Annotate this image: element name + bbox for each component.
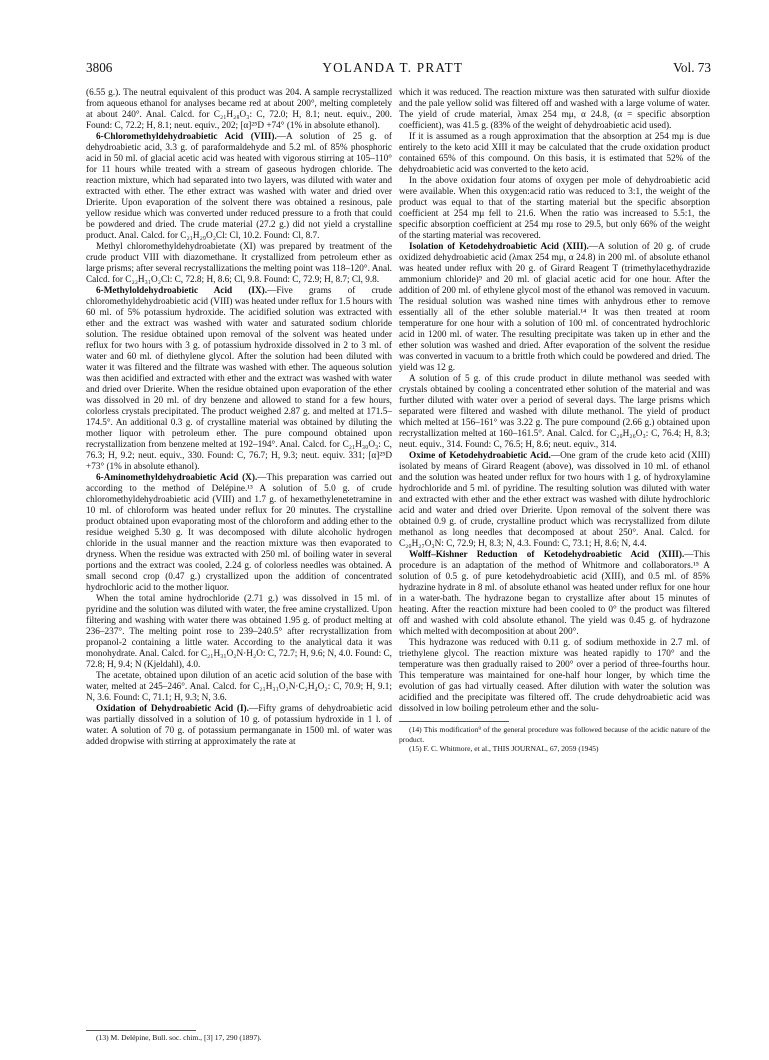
section-heading: Oxime of Ketodehydroabietic Acid. (409, 451, 551, 461)
paragraph-text: If it is assumed as a rough approximation that the absorption at 254 mμ is due entirely to the keto acid XIII it may be calculated that the crude oxidation product contained 65% of this compound. On this basis, it is estimated that 52% of the dehydroabietic acid was converted to the keto acid. (399, 132, 710, 175)
paragraph (399, 638, 710, 715)
paragraph (399, 451, 710, 550)
left-column (86, 88, 392, 748)
paragraph-text: —This procedure is an adaptation of the method of Whitmore and collaborators.¹⁵ A solution of 0.5 g. of pure ketodehydroabietic acid (XIII), and 0.5 ml. of 85% hydrazine hydrate in 8 ml. of absolute ethanol was heated under reflux for one hour in a water-bath. The hydrazone began to crystallize after about 15 minutes of heating. After the reaction mixture had been cooled to 0° the product was filtered off and washed with cold absolute ethanol. The yield was 0.45 g. of hydrazone which melted with decomposition at about 200°. (399, 550, 710, 637)
paragraph-text: Methyl chloromethyldehydroabietate (XI) was prepared by treatment of the crude product VIII with diazomethane. It crystallized from petroleum ether as large prisms; after several recrystallizations the melting point was 118–120°. Anal. Calcd. for C₂₂H₃₁O₂Cl: C, 72.8; H, 8.6; Cl, 9.8. Found: C, 72.9; H, 8.7; Cl, 9.8. (86, 242, 392, 285)
paragraph (86, 132, 392, 242)
paragraph-text: A solution of 5 g. of this crude product in dilute methanol was seeded with crystals obtained by cooling a concentrated ether solution of the material and was further diluted with water over a period of several days. The large prisms which separated were filtered and washed with dilute methanol. The yield of product which melted at 156–161° was 3.22 g. The pure compound (2.66 g.) obtained upon recrystallization melted at 160–161.5°. Anal. Calcd. for C₂₀H₂₆O₃: C, 76.4; H, 8.3; neut. equiv., 314. Found: C, 76.5; H, 8.6; neut. equiv., 314. (399, 374, 710, 450)
paragraph (86, 286, 392, 473)
page-number: 3806 (86, 60, 113, 75)
footnote: (14) This modification⁹ of the general procedure was followed because of the acidic nature of the product. (399, 725, 710, 744)
section-heading: 6-Chloromethyldehydroabietic Acid (VIII). (96, 132, 277, 142)
section-heading: Isolation of Ketodehydroabietic Acid (XIII). (409, 242, 589, 252)
paragraph (86, 671, 392, 704)
paragraph (399, 374, 710, 451)
left-footnotes (86, 1030, 392, 1043)
paragraph (86, 594, 392, 671)
running-author: YOLANDA T. PRATT (322, 60, 464, 75)
paragraph-text: —Fifty grams of dehydroabietic acid was partially dissolved in a solution of 10 g. of potassium hydroxide in 1 l. of water. A solution of 70 g. of potassium permanganate in 1500 ml. of water was added dropwise with stirring at approximately the rate at (86, 704, 393, 747)
paragraph (399, 550, 710, 638)
paragraph (86, 704, 392, 748)
paragraph (86, 88, 392, 132)
paragraph-text: —This preparation was carried out according to the method of Delépine.¹³ A solution of 5.0 g. of crude chloromethyldehydroabietic acid (VIII) and 1.7 g. of hexamethylenetetramine in 10 ml. of chloroform was heated under reflux for 20 minutes. The crystalline product obtained upon evaporating most of the chloroform and adding ether to the residue weighed 5.30 g. It was decomposed with dilute alcoholic hydrogen chloride in the usual manner and the reaction mixture was then evaporated to dryness. When the residue was extracted with 250 ml. of boiling water in several portions and the extract was cooled, 2.24 g. of colorless needles was obtained. A small second crop (0.47 g.) crystallized upon the addition of concentrated hydrochloric acid to the mother liquor. (86, 473, 392, 593)
paragraph-text: This hydrazone was reduced with 0.11 g. of sodium methoxide in 2.7 ml. of triethylene glycol. The reaction mixture was heated rapidly to 170° and the temperature was then gradually raised to 200° over a period of three-fourths hour. This temperature was maintained for one-half hour longer, by which time the evolution of gas had virtually ceased. After dilution with water the solution was acidified and the precipitate was filtered off. The crude dehydroabietic acid was dissolved in low boiling petroleum ether and the solu- (399, 638, 710, 714)
footnote: (13) M. Delépine, Bull. soc. chim., [3] 17, 290 (1897). (96, 1033, 262, 1042)
paragraph (86, 473, 392, 594)
footnote: (15) F. C. Whitmore, et al., THIS JOURNAL, 67, 2059 (1945) (409, 744, 599, 754)
section-heading: Oxidation of Dehydroabietic Acid (I). (96, 704, 249, 714)
paragraph (399, 132, 710, 176)
paragraph-text: —A solution of 20 g. of crude oxidized dehydroabietic acid (λmax 254 mμ, α 24.8) in 200 ml. of absolute ethanol was heated under reflux with 20 g. of Girard Reagent T (trimethylacethydrazide ammonium chloride)⁹ and 20 ml. of glacial acetic acid for one hour. After the addition of 200 ml. of ethylene glycol most of the ethanol was removed in vacuum. The residual solution was washed nine times with anhydrous ether to remove essentially all of the ether soluble material.¹⁴ It was then treated at room temperature for one hour with a solution of 100 ml. of concentrated hydrochloric acid in 1200 ml. of water. The resulting precipitate was taken up in ether and the ether solution was washed and dried. After evaporation of the solvent the residue was converted in vacuum to a brittle froth which could be powdered and dried. The yield was 12 g. (399, 242, 710, 373)
volume-label: Vol. 73 (673, 60, 711, 75)
page-header (86, 60, 711, 76)
paragraph-text: (6.55 g.). The neutral equivalent of this product was 204. A sample recrystallized from aqueous ethanol for analyses became red at about 200°, melting completely at about 240°. Anal. Calcd. for C₂₁H₂₈O₃: C, 72.0; H, 8.1; neut. equiv., 200. Found: C, 72.2; H, 8.1; neut. equiv., 202; [α]²⁵D +74° (1% in absolute ethanol). (86, 88, 392, 131)
paragraph-text: —A solution of 25 g. of dehydroabietic acid, 3.3 g. of paraformaldehyde and 5.2 ml. of 85% phosphoric acid in 50 ml. of glacial acetic acid was heated with vigorous stirring at 105–110° for 11 hours while treated with a stream of gaseous hydrogen chloride. The reaction mixture, which had separated into two layers, was diluted with water and extracted with ether. The ether extract was washed with water and dried over Drierite. Upon evaporation of the solvent there was obtained a resinous, pale yellow residue which was converted under reduced pressure to a froth that could be powdered and dried. The crude material (27.2 g.) did not yield a crystalline product. Anal. Calcd. for C₂₁H₂₉O₂Cl: Cl, 10.2. Found: Cl, 8.7. (86, 132, 393, 241)
section-heading: 6-Methyloldehydroabietic Acid (IX). (96, 286, 268, 296)
paragraph (399, 176, 710, 242)
paragraph (399, 88, 710, 132)
right-column (399, 88, 710, 754)
section-heading: Wolff–Kishner Reduction of Ketodehydroabietic Acid (XIII). (409, 550, 685, 560)
paragraph-text: When the total amine hydrochloride (2.71 g.) was dissolved in 15 ml. of pyridine and the solution was diluted with water, the free amine crystallized. Upon filtering and washing with water there was obtained 1.95 g. of product melting at 236–237°. The melting point rose to 239–240.5° after recrystallization from propanol-2 containing a little water. According to the analytical data it was monohydrate. Anal. Calcd. for C₂₁H₃₁O₂N·H₂O: C, 72.7; H, 9.6; N, 4.0. Found: C, 72.8; H, 9.4; N (Kjeldahl), 4.0. (86, 594, 392, 670)
paragraph-text: In the above oxidation four atoms of oxygen per mole of dehydroabietic acid were available. When this oxygen:acid ratio was reduced to 3:1, the weight of the product was equal to that of the starting material but the specific absorption coefficient at 254 mμ fell to 21.6. When the ratio was increased to 5.5:1, the specific absorption coefficient at 254 mμ rose to 29.5, but only 66% of the weight of the starting material was recovered. (399, 176, 710, 241)
paragraph-text: —One gram of the crude keto acid (XIII) isolated by means of Girard Reagent (above), was dissolved in 10 ml. of ethanol and the solution was heated under reflux for two hours with 1 g. of hydroxylamine hydrochloride and 5 ml. of pyridine. The resulting solution was diluted with water and extracted with ether and the ether extract was washed with dilute hydrochloric acid and water and dried over Drierite. Upon removal of the solvent there was obtained 0.9 g. of crude, crystalline product which was recrystallized from dilute methanol as long needles that decomposed at about 250°. Anal. Calcd. for C₂₀H₂₇O₃N: C, 72.9; H, 8.3; N, 4.3. Found: C, 73.1; H, 8.6; N, 4.4. (399, 451, 710, 549)
paragraph-text: which it was reduced. The reaction mixture was then saturated with sulfur dioxide and the pale yellow solid was filtered off and washed with a large volume of water. The yield of crude material, λmax 254 mμ, α 24.8, (α = specific absorption coefficient), was 41.5 g. (83% of the weight of dehydroabietic acid used). (399, 88, 710, 131)
paragraph-text: The acetate, obtained upon dilution of an acetic acid solution of the base with water, melted at 245–246°. Anal. Calcd. for C₂₁H₃₁O₂N·C₂H₄O₂: C, 70.9; H, 9.1; N, 3.6. Found: C, 71.1; H, 9.3; N, 3.6. (86, 671, 392, 703)
paragraph-text: —Five grams of crude chloromethyldehydroabietic acid (VIII) was heated under reflux for 1.5 hours with 60 ml. of 5% potassium hydroxide. The acidified solution was extracted with ether and the extract was washed with water and saturated sodium chloride solution. The residue obtained upon removal of the solvent was heated under reflux for two hours with 3 g. of potassium hydroxide dissolved in 2 to 3 ml. of water and 60 ml. of diethylene glycol. After the solution had been diluted with water it was filtered and the filtrate was washed with ether. The aqueous solution was then acidified and extracted with ether and the extract was washed with water and dried over Drierite. When the residue obtained upon evaporation of the ether was dissolved in 20 ml. of dry benzene and allowed to stand for a few hours, colorless crystals precipitated. The product weighed 2.87 g. and melted at 171.5–174.5°. An additional 0.3 g. of crystalline material was obtained by diluting the mother liquor with petroleum ether. The pure compound obtained upon recrystallization from benzene melted at 192–194°. Anal. Calcd. for C₂₁H₃₀O₃: C, 76.3; H, 9.2; neut. equiv., 330. Found: C, 76.7; H, 9.3; neut. equiv. 331; [α]²⁵D +73° (1% in absolute ethanol). (86, 286, 392, 472)
paragraph (399, 242, 710, 374)
paragraph (86, 242, 392, 286)
section-heading: 6-Aminomethyldehydroabietic Acid (X). (96, 473, 258, 483)
